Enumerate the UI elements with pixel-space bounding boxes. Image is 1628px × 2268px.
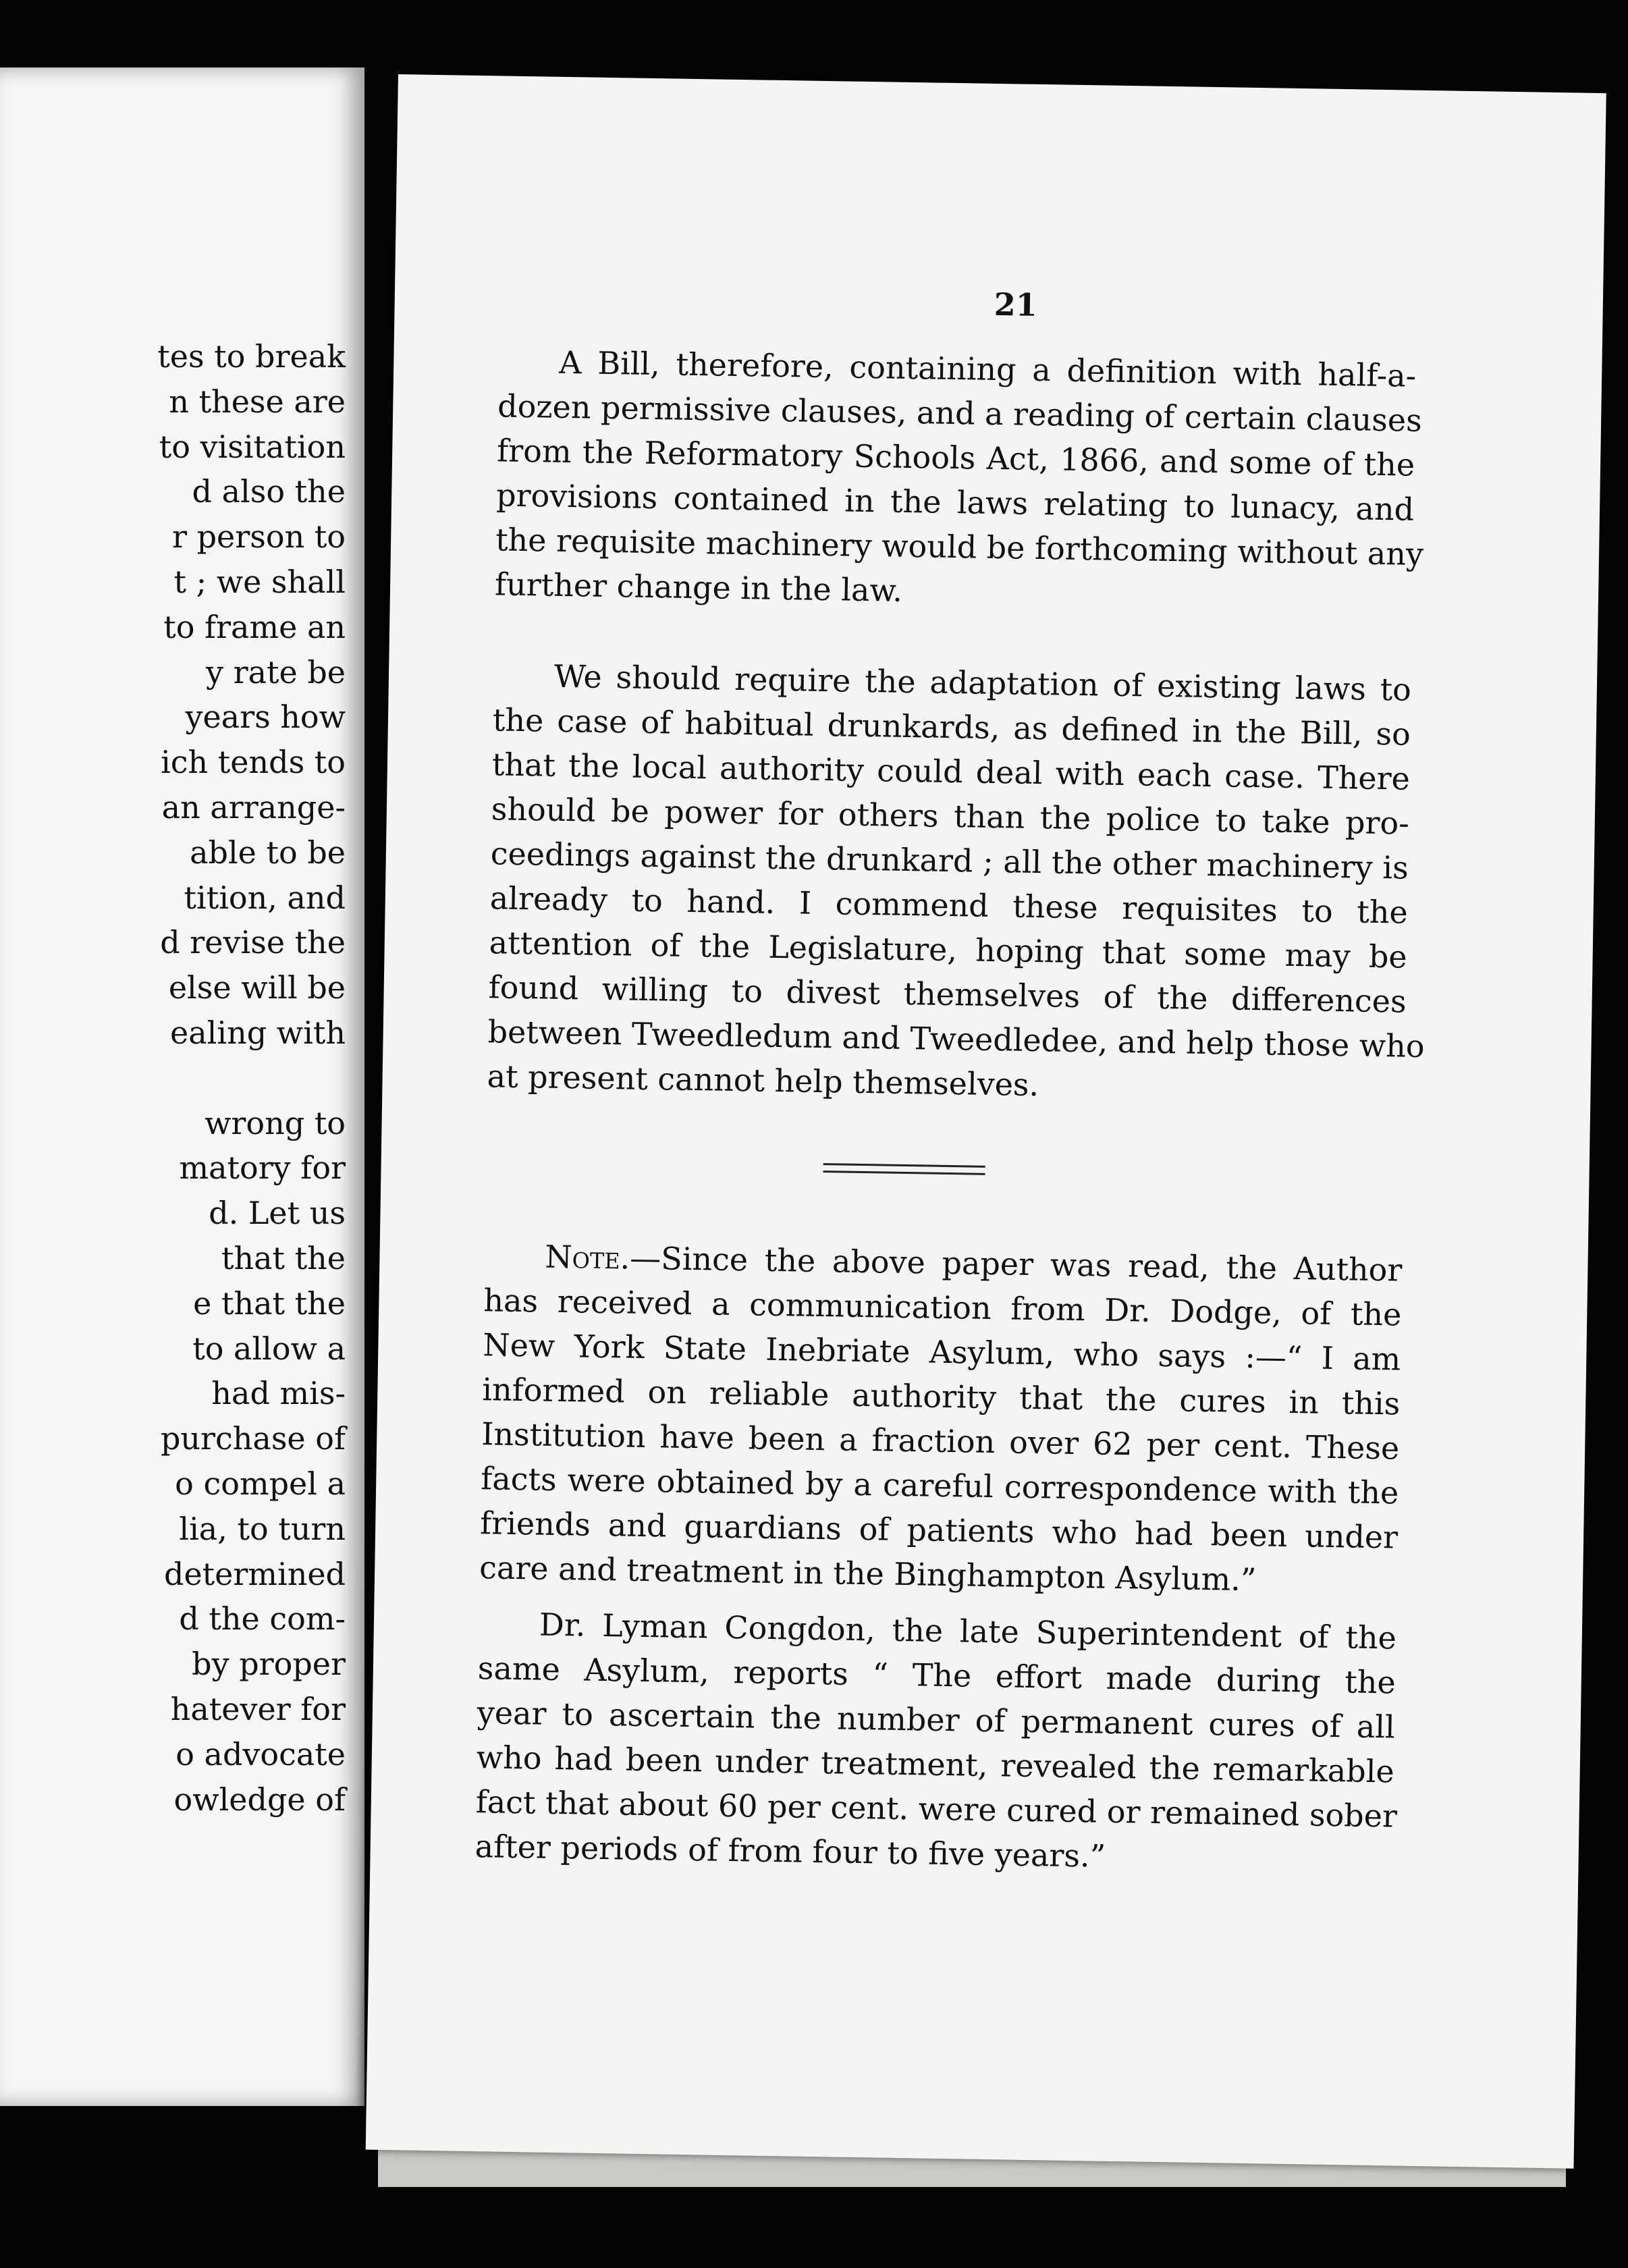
left-page-line: e that the bbox=[193, 1285, 346, 1322]
left-page-line: determined bbox=[164, 1555, 346, 1592]
left-page-line: hatever for bbox=[170, 1690, 346, 1727]
text-line: at present cannot help themselves. bbox=[487, 1058, 1039, 1104]
paragraph-congdon bbox=[474, 1601, 1396, 1883]
left-page-line: d. Let us bbox=[209, 1195, 346, 1232]
note-line-text: —Since the above paper was read, the Author bbox=[629, 1239, 1403, 1289]
paragraph-bill bbox=[494, 339, 1424, 620]
text-line: attention of the Legislature, hoping that some may be bbox=[489, 924, 1408, 975]
left-page-line: an arrange- bbox=[161, 788, 346, 826]
text-line: should be power for others than the police to take pro- bbox=[491, 790, 1410, 842]
left-page-line: n these are bbox=[169, 383, 346, 420]
left-page-line: o advocate bbox=[175, 1735, 346, 1773]
left-page-line: tition, and bbox=[184, 879, 346, 916]
left-page-line: ealing with bbox=[170, 1014, 346, 1051]
left-page-line: that the bbox=[221, 1239, 346, 1276]
left-page-line bbox=[0, 1056, 351, 1101]
right-page bbox=[366, 74, 1606, 2169]
text-line: that the local authority could deal with each case. There bbox=[491, 746, 1411, 797]
note-line: friends and guardians of patients who had been under bbox=[479, 1505, 1399, 1556]
left-page-line: wrong to bbox=[205, 1104, 346, 1141]
note-line: Institution have been a fraction over 62 per cent. These bbox=[481, 1415, 1400, 1467]
text-line: the requisite machinery would be forthcoming without any bbox=[495, 521, 1424, 572]
text-line: ceedings against the drunkard ; all the other machinery is bbox=[490, 835, 1409, 886]
section-divider bbox=[823, 1163, 985, 1175]
text-line: same Asylum, reports “ The effort made during the bbox=[477, 1650, 1396, 1701]
left-page-line: had mis- bbox=[211, 1375, 346, 1412]
left-page-line: to frame an bbox=[163, 608, 346, 645]
left-page-line: d the com- bbox=[179, 1600, 346, 1638]
left-page-line: owledge of bbox=[173, 1781, 346, 1818]
text-line: fact that about 60 per cent. were cured or remained sober bbox=[475, 1783, 1398, 1835]
left-page-line: t ; we shall bbox=[173, 563, 346, 600]
left-page-line: by proper bbox=[192, 1646, 346, 1683]
left-page-line: lia, to turn bbox=[179, 1510, 346, 1547]
left-page-line: to visitation bbox=[159, 428, 346, 465]
text-line: already to hand. I commend these requisites to the bbox=[489, 880, 1409, 931]
left-page bbox=[0, 68, 364, 2106]
note-line: informed on reliable authority that the cures in this bbox=[481, 1371, 1401, 1422]
text-line: between Tweedledum and Tweedledee, and help those who bbox=[487, 1013, 1425, 1065]
left-page-line: to allow a bbox=[192, 1330, 346, 1367]
text-line: from the Reformatory Schools Act, 1866, and some of the bbox=[496, 432, 1415, 483]
text-line: provisions contained in the laws relating to lunacy, and bbox=[495, 477, 1415, 528]
left-page-line: d also the bbox=[192, 473, 346, 510]
text-line: year to ascertain the number of permanent cures of all bbox=[477, 1694, 1396, 1746]
text-line: found willing to divest themselves of the differences bbox=[488, 969, 1407, 1020]
left-page-line: years how bbox=[185, 699, 346, 736]
left-page-line: matory for bbox=[179, 1150, 346, 1187]
note-label: Note. bbox=[545, 1238, 630, 1276]
note-paragraph bbox=[479, 1233, 1403, 1604]
left-page-line: tes to break bbox=[157, 338, 346, 375]
left-page-line: o compel a bbox=[175, 1465, 346, 1502]
text-line: A Bill, therefore, containing a definition with half-a- bbox=[558, 344, 1417, 394]
left-page-line: purchase of bbox=[160, 1420, 346, 1457]
left-page-line: d revise the bbox=[160, 924, 346, 961]
left-page-line: else will be bbox=[168, 969, 346, 1006]
text-line: Dr. Lyman Congdon, the late Superintendent of the bbox=[539, 1606, 1397, 1656]
text-line: after periods of from four to five years.” bbox=[474, 1828, 1106, 1874]
note-line: has received a communication from Dr. Dodge, of the bbox=[483, 1282, 1402, 1333]
text-line: the case of habitual drunkards, as defined in the Bill, so bbox=[492, 701, 1411, 753]
note-line: care and treatment in the Binghampton Asylum.” bbox=[479, 1549, 1257, 1598]
page-number: 21 bbox=[994, 286, 1038, 323]
paragraph-adaptation bbox=[487, 653, 1425, 1112]
text-line: further change in the law. bbox=[494, 566, 903, 609]
text-line: who had been under treatment, revealed the remarkable bbox=[476, 1739, 1395, 1790]
left-page-line: r person to bbox=[172, 518, 346, 556]
left-page-text bbox=[0, 334, 351, 1822]
text-line: We should require the adaptation of existing laws to bbox=[553, 657, 1412, 708]
left-page-line: ich tends to bbox=[161, 744, 346, 781]
text-line: dozen permissive clauses, and a reading of certain clauses bbox=[497, 387, 1423, 439]
left-page-line: able to be bbox=[190, 834, 346, 871]
note-line: New York State Inebriate Asylum, who says :—“ I am bbox=[483, 1326, 1401, 1378]
left-page-line: y rate be bbox=[205, 653, 346, 691]
note-line: facts were obtained by a careful correspondence with the bbox=[480, 1460, 1399, 1511]
